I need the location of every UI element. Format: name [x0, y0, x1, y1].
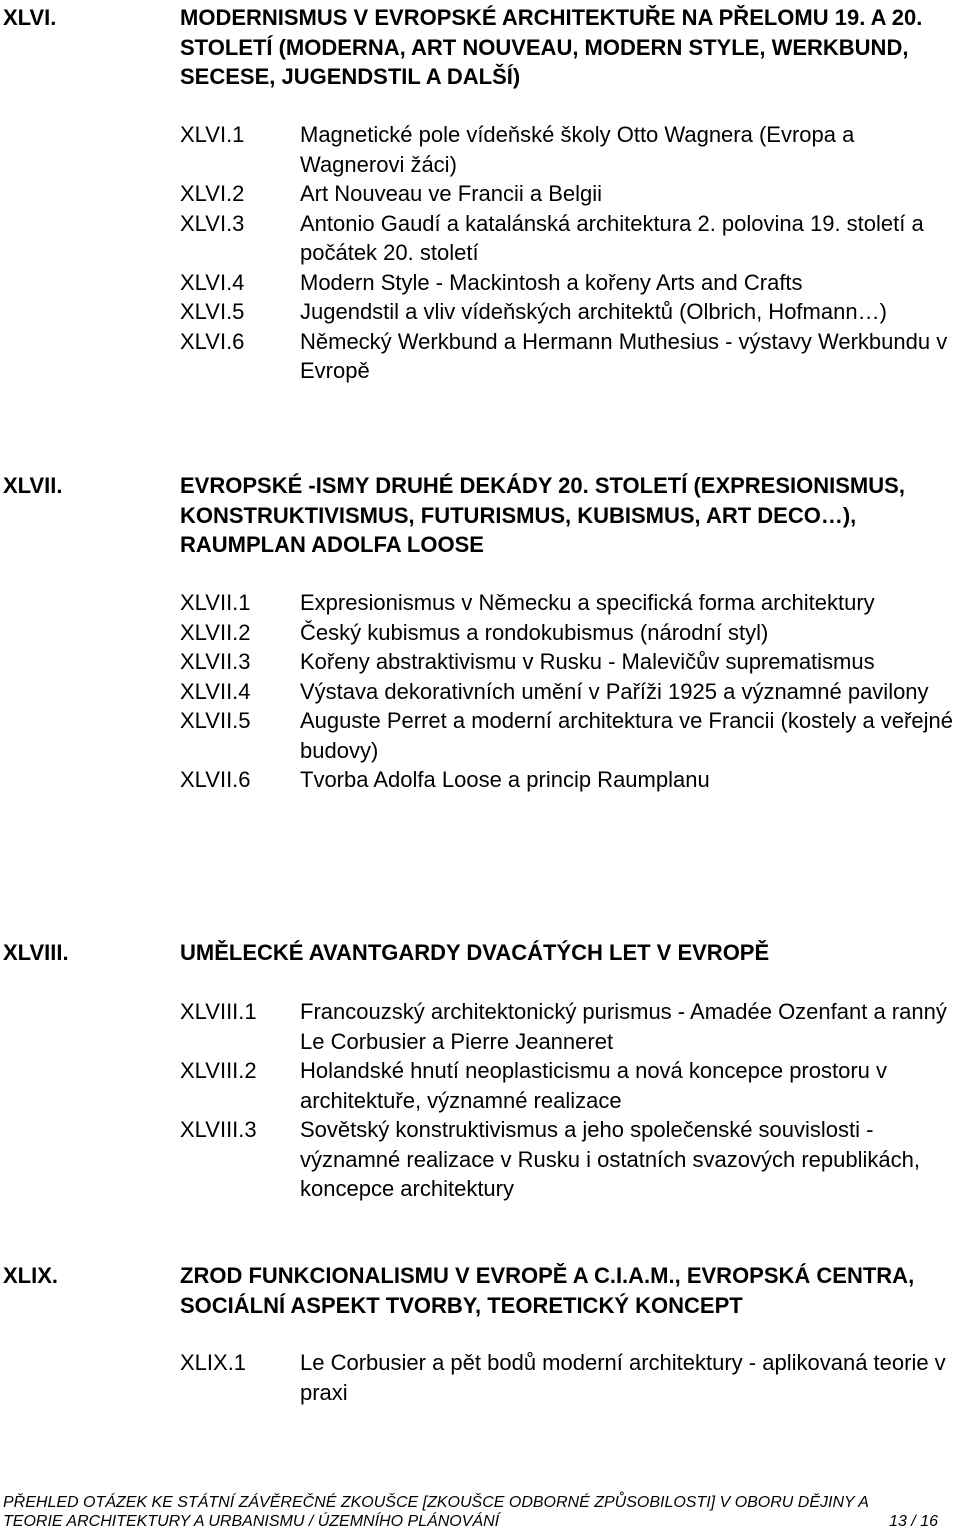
list-item — [180, 179, 960, 209]
section-title: ZROD FUNKCIONALISMU V EVROPĚ A C.I.A.M., EVROPSKÁ CENTRA, SOCIÁLNÍ ASPEKT TVORBY, TEORETICKÝ KONCEPT — [180, 1263, 915, 1318]
section-items — [180, 588, 960, 795]
list-item — [180, 1115, 960, 1204]
item-number: XLVIII.2 — [180, 1058, 257, 1083]
list-item — [180, 297, 960, 327]
item-number: XLVI.2 — [180, 181, 245, 206]
list-item — [180, 120, 960, 179]
list-item — [180, 618, 960, 648]
item-number: XLVII.3 — [180, 649, 251, 674]
footer-row-2 — [3, 1512, 938, 1531]
section-number: XLVII. — [3, 473, 63, 498]
item-text: Výstava dekorativních umění v Paříži 1925 a významné pavilony — [300, 678, 929, 704]
list-item — [180, 677, 960, 707]
item-number: XLVI.3 — [180, 210, 245, 236]
item-text: Antonio Gaudí a katalánská architektura 2. polovina 19. století a počátek 20. století — [300, 210, 924, 265]
item-text: Německý Werkbund a Hermann Muthesius - výstavy Werkbundu v Evropě — [300, 328, 948, 383]
section-title: MODERNISMUS V EVROPSKÉ ARCHITEKTUŘE NA PŘELOMU 19. A 20. STOLETÍ (MODERNA, ART NOUVEAU, MODERN STYLE, WERKBUND, SECESE, JUGENDSTIL A DALŠÍ) — [180, 5, 923, 89]
list-item — [180, 209, 960, 268]
item-text: Kořeny abstraktivismu v Rusku - Malevičův suprematismus — [300, 649, 875, 674]
list-item — [180, 647, 960, 677]
item-number: XLIX.1 — [180, 1350, 247, 1375]
item-number: XLVII.6 — [180, 767, 251, 792]
section-title: UMĚLECKÉ AVANTGARDY DVACÁTÝCH LET V EVROPĚ — [180, 940, 770, 965]
section-number: XLIX. — [3, 1263, 59, 1288]
item-text: Expresionismus v Německu a specifická forma architektury — [300, 590, 875, 615]
item-number: XLVII.5 — [180, 708, 251, 733]
list-item — [180, 997, 960, 1056]
item-number: XLVII.2 — [180, 619, 251, 645]
list-item — [180, 1348, 960, 1407]
item-text: Holandské hnutí neoplasticismu a nová koncepce prostoru v architektuře, významné realizace — [300, 1058, 888, 1113]
section-items — [180, 997, 960, 1204]
item-number: XLVI.4 — [180, 269, 245, 295]
item-number: XLVIII.3 — [180, 1117, 257, 1142]
item-text: Jugendstil a vliv vídeňských architektů (Olbrich, Hofmann…) — [300, 299, 887, 324]
item-text: Le Corbusier a pět bodů moderní architektury - aplikovaná teorie v praxi — [300, 1350, 946, 1405]
list-item — [180, 268, 960, 298]
list-item — [180, 327, 960, 386]
item-text: Francouzský architektonický purismus - Amadée Ozenfant a ranný Le Corbusier a Pierre Jeanneret — [300, 999, 947, 1054]
list-item — [180, 1056, 960, 1115]
item-number: XLVII.4 — [180, 678, 251, 704]
footer-line-1: PŘEHLED OTÁZEK KE STÁTNÍ ZÁVĚREČNÉ ZKOUŠCE [ZKOUŠCE ODBORNÉ ZPŮSOBILOSTI] V OBORU DĚJINY A — [3, 1494, 869, 1511]
item-number: XLVII.1 — [180, 590, 251, 615]
list-item — [180, 706, 960, 765]
footer-line-2: TEORIE ARCHITEKTURY A URBANISMU / ÚZEMNÍHO PLÁNOVÁNÍ — [3, 1513, 500, 1530]
item-number: XLVI.1 — [180, 122, 245, 147]
item-text: Sovětský konstruktivismus a jeho společenské souvislosti - významné realizace v Rusku i ostatních svazových republikách, koncepce architektury — [300, 1117, 920, 1201]
list-item — [180, 588, 960, 618]
item-text: Auguste Perret a moderní architektura ve Francii (kostely a veřejné budovy) — [300, 708, 953, 763]
item-number: XLVI.5 — [180, 299, 245, 324]
list-item — [180, 765, 960, 795]
section-number: XLVIII. — [3, 940, 69, 965]
item-text: Tvorba Adolfa Loose a princip Raumplanu — [300, 767, 710, 792]
item-text: Český kubismus a rondokubismus (národní styl) — [300, 619, 769, 645]
section-items — [180, 1348, 960, 1407]
item-text: Art Nouveau ve Francii a Belgii — [300, 181, 603, 206]
page-footer — [3, 1493, 938, 1531]
item-number: XLVIII.1 — [180, 999, 257, 1024]
section-number: XLVI. — [3, 5, 57, 30]
section-items — [180, 120, 960, 386]
item-text: Magnetické pole vídeňské školy Otto Wagnera (Evropa a Wagnerovi žáci) — [300, 122, 855, 177]
page-number: 13 / 16 — [889, 1513, 938, 1530]
item-number: XLVI.6 — [180, 328, 245, 354]
item-text: Modern Style - Mackintosh a kořeny Arts and Crafts — [300, 269, 803, 295]
section-title: EVROPSKÉ -ISMY DRUHÉ DEKÁDY 20. STOLETÍ (EXPRESIONISMUS, KONSTRUKTIVISMUS, FUTURISMUS, KUBISMUS, ART DECO…), RAUMPLAN ADOLFA LOOSE — [180, 473, 905, 557]
